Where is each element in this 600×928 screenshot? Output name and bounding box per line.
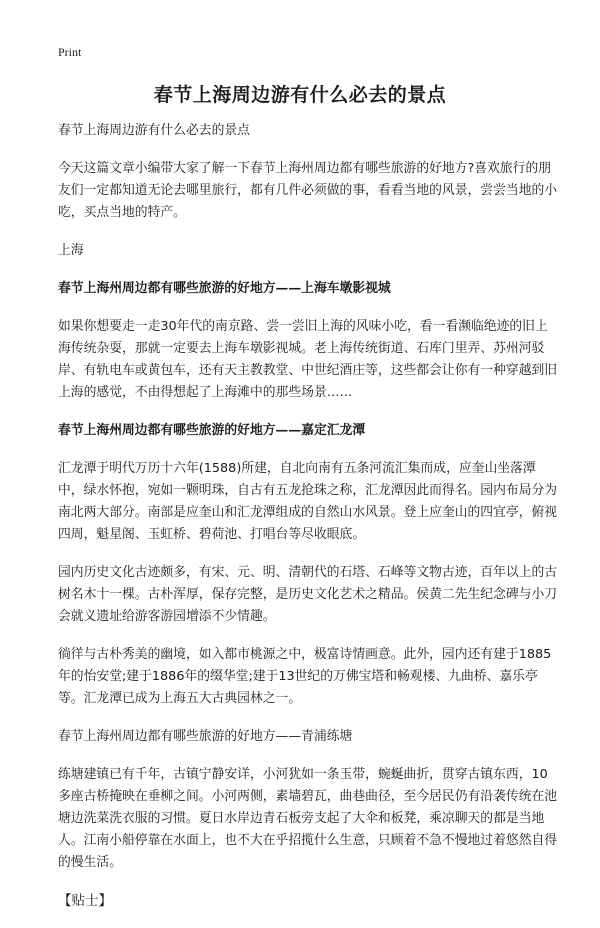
intro-paragraph: 今天这篇文章小编带大家了解一下春节上海州周边都有哪些旅游的好地方?喜欢旅行的朋友们一定都知道无论去哪里旅行，都有几件必须做的事，看看当地的风景，尝尝当地的小吃，买点当地的特产。 <box>58 161 558 220</box>
intro-heading: 春节上海周边游有什么必去的景点 <box>58 123 250 138</box>
print-link[interactable]: Print <box>58 45 82 59</box>
paragraph-huilongtan-3: 徜徉与古朴秀美的幽境，如入都市桃源之中，极富诗情画意。此外，园内还有建于1885年的怡安堂;建于1886年的缀华堂;建于13世纪的万佛宝塔和畅观楼、九曲桥、嘉乐亭等。汇龙潭已成为上海五大古典园林之一。 <box>58 647 552 706</box>
section-heading-liantang: 春节上海州周边都有哪些旅游的好地方——青浦练塘 <box>58 729 353 744</box>
article-body <box>58 120 558 928</box>
section-heading-huilongtan: 春节上海州周边都有哪些旅游的好地方——嘉定汇龙潭 <box>58 423 366 438</box>
paragraph-huilongtan-1: 汇龙潭于明代万历十六年(1588)所建，自北向南有五条河流汇集而成，应奎山坐落潭中，绿水怀抱，宛如一颗明珠，自古有五龙抢珠之称，汇龙潭因此而得名。园内布局分为南北两大部分。南部是应奎山和汇龙潭组成的自然山水风景。登上应奎山的四宜亭，俯视四周，魁星阁、玉虹桥、碧荷池、打唱台等尽收眼底。 <box>58 461 558 542</box>
section-heading-chedun: 春节上海州周边都有哪些旅游的好地方——上海车墩影视城 <box>58 281 391 296</box>
paragraph-liantang: 练塘建镇已有千年，古镇宁静安详，小河犹如一条玉带，蜿蜒曲折，贯穿古镇东西，10多座古桥掩映在垂柳之间。小河两侧，素墙碧瓦，曲巷曲径，至今居民仍有沿袭传统在池塘边洗菜洗衣服的习惯。夏日水岸边青石板旁支起了大伞和板凳，乘凉聊天的都是当地人。江南小船停靠在水面上，也不大在乎招揽什么生意，只顾着不急不慢地过着悠然自得的慢生活。 <box>58 767 558 870</box>
paragraph-huilongtan-2: 园内历史文化古迹颇多，有宋、元、明、清朝代的石塔、石峰等文物古迹，百年以上的古树名木十一棵。古朴浑厚，保存完整，是历史文化艺术之精品。侯黄二先生纪念碑与小刀会就义遗址给游客游园增添不少情趣。 <box>58 565 558 624</box>
region-label: 上海 <box>58 243 84 258</box>
paragraph-chedun: 如果你想要走一走30年代的南京路、尝一尝旧上海的风味小吃，看一看濒临绝迹的旧上海传统杂耍，那就一定要去上海车墩影视城。老上海传统街道、石库门里弄、苏州河驳岸、有轨电车或黄包车，还有天主教教堂、中世纪酒庄等，这些都会让你有一种穿越到旧上海的感觉，不由得想起了上海滩中的那些场景…… <box>58 319 558 400</box>
article-title: 春节上海周边游有什么必去的景点 <box>153 84 447 106</box>
tip-label: 【贴士】 <box>58 893 112 909</box>
